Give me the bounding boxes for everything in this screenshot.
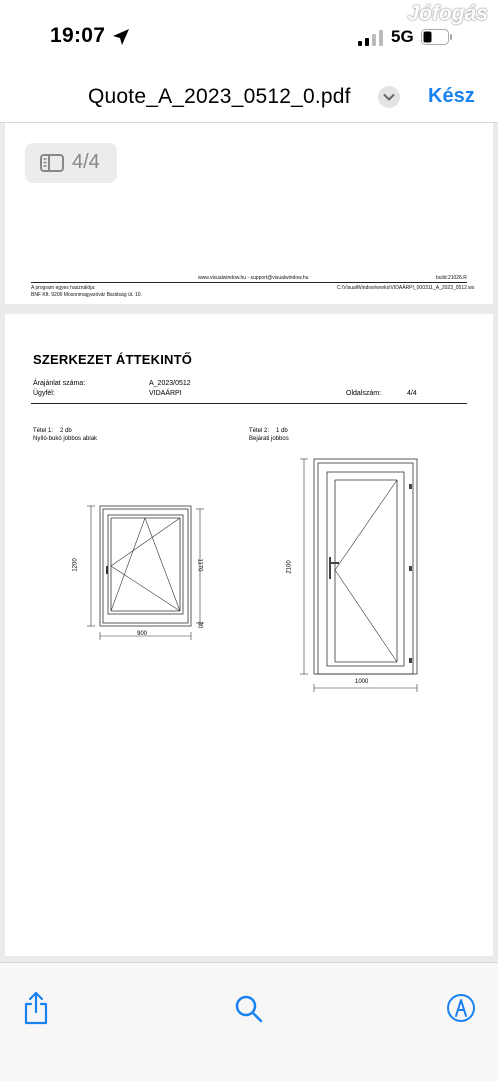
page-indicator-label: 4/4 xyxy=(72,151,100,173)
item1-inner-height: 1170 xyxy=(196,558,203,572)
door-handle-icon xyxy=(329,557,331,579)
pdf-page-previous[interactable] xyxy=(5,123,493,304)
item1-title: Tétel 1: xyxy=(33,428,54,434)
markup-pen-icon[interactable] xyxy=(446,993,476,1023)
pagenum-label: Oldalszám: xyxy=(346,390,382,397)
item2-title: Tétel 2: xyxy=(249,428,270,434)
client-label: Ügyfél: xyxy=(33,390,55,397)
item2-desc: Bejárati jobbos xyxy=(249,436,289,442)
battery-icon xyxy=(421,29,453,45)
location-arrow-icon xyxy=(112,28,130,46)
bottom-toolbar xyxy=(0,962,498,1081)
sidebar-icon xyxy=(40,154,64,172)
pdf-page-current[interactable] xyxy=(5,314,493,956)
door-hinge-icon xyxy=(409,484,412,489)
quote-label: Árajánlat száma: xyxy=(33,380,86,387)
share-icon[interactable] xyxy=(22,991,50,1025)
status-bar xyxy=(0,0,498,72)
status-time: 19:07 xyxy=(50,24,106,47)
pagenum-value: 4/4 xyxy=(407,390,417,397)
nav-bar xyxy=(0,72,498,123)
done-button[interactable]: Kész xyxy=(428,85,475,107)
quote-value: A_2023/0512 xyxy=(149,380,191,387)
item1-desc: Nyíló-bukó jobbos ablak xyxy=(33,436,98,442)
page-title: SZERKEZET ÁTTEKINTŐ xyxy=(33,352,193,367)
item1-qty: 2 db xyxy=(60,428,72,434)
item1-height: 1200 xyxy=(72,558,79,572)
footer-build: build:21026.R xyxy=(436,275,467,281)
footer-rule xyxy=(31,282,467,283)
chevron-down-icon xyxy=(378,86,400,108)
footer-website: www.visualwindow.hu - support@visualwindow.hu xyxy=(198,275,309,281)
title-menu-button[interactable] xyxy=(378,86,400,108)
document-title[interactable]: Quote_A_2023_0512_0.pdf xyxy=(88,85,351,108)
search-icon[interactable] xyxy=(234,994,264,1024)
signal-icon xyxy=(358,30,384,46)
network-label: 5G xyxy=(391,27,414,46)
item2-height: 2100 xyxy=(286,560,293,574)
footer-company: BNF Kft. 9200 Mosonmagyaróvár Barátság út. 10. xyxy=(31,292,142,298)
item1-sill: 30 xyxy=(196,621,203,629)
watermark: Jófogás xyxy=(407,2,488,25)
item1-width: 900 xyxy=(137,631,148,637)
footer-user-label: A program egyes használója: xyxy=(31,285,96,291)
page-indicator[interactable] xyxy=(25,143,117,183)
item2-width: 1000 xyxy=(355,679,369,685)
footer-path: C:\VisualWindow\works\VIDAÁRPI_000311_A_2023_0512.ws xyxy=(337,285,475,291)
client-value: VIDAÁRPI xyxy=(149,390,182,397)
item2-qty: 1 db xyxy=(276,428,288,434)
door-drawing xyxy=(5,314,493,956)
